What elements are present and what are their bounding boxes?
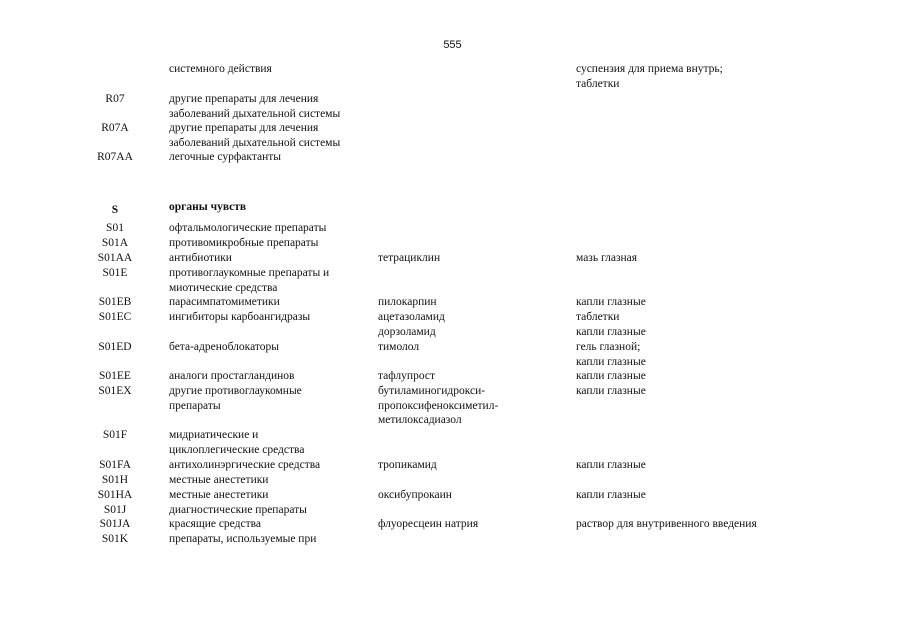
dosage-form-cell — [576, 369, 836, 384]
group-name-line: противомикробные препараты — [169, 237, 319, 249]
dosage-form-cell — [576, 62, 836, 91]
group-name-line: заболеваний дыхательной системы — [169, 107, 341, 120]
group-name-line: красящие средства — [169, 518, 261, 530]
dosage-form-line: капли глазные — [576, 385, 646, 397]
drug-name-line: тимолол — [378, 341, 420, 353]
drug-name-line: бутиламиногидрокси- — [378, 385, 486, 397]
group-name-cell — [169, 295, 369, 310]
group-name-cell — [169, 121, 369, 150]
group-name-line: аналоги простагландинов — [169, 370, 295, 382]
group-name-line: антихолинэргические средства — [169, 459, 321, 471]
group-name-line: органы чувств — [169, 201, 247, 213]
drug-name-line: тропикамид — [378, 459, 437, 471]
group-name-cell — [169, 532, 369, 547]
group-name-cell — [169, 92, 369, 121]
atc-code: S01H — [101, 474, 129, 486]
drug-name-cell — [378, 458, 568, 473]
drug-name-cell — [378, 517, 568, 532]
dosage-form-cell — [576, 517, 836, 532]
dosage-form-cell — [576, 458, 836, 473]
atc-code: S01 — [106, 222, 124, 234]
atc-code: S01J — [103, 504, 127, 516]
group-name-cell — [169, 340, 369, 355]
group-name-line: миотические средства — [169, 281, 278, 294]
dosage-form-line: гель глазной; — [576, 341, 641, 353]
drug-name-cell — [378, 251, 568, 266]
atc-code: S01EX — [98, 385, 132, 397]
group-name-line: системного действия — [169, 63, 272, 75]
dosage-form-cell — [576, 251, 836, 266]
page-number: 555 — [443, 39, 462, 51]
group-name-cell — [169, 62, 369, 77]
group-name-line: другие противоглаукомные — [169, 385, 302, 397]
group-name-cell — [169, 458, 369, 473]
atc-code: S01HA — [97, 489, 133, 501]
group-name-cell — [169, 310, 369, 325]
group-name-cell — [169, 503, 369, 518]
dosage-form-line: капли глазные — [576, 325, 646, 338]
dosage-form-cell — [576, 295, 836, 310]
dosage-form-cell — [576, 384, 836, 399]
group-name-line: офтальмологические препараты — [169, 222, 327, 234]
drug-name-cell — [378, 310, 568, 339]
drug-name-line: дорзоламид — [378, 325, 436, 338]
atc-code: S01A — [101, 237, 129, 249]
atc-code: S01E — [102, 267, 128, 279]
drug-name-line: пропоксифеноксиметил- — [378, 399, 499, 412]
drug-name-line: тафлупрост — [378, 370, 435, 382]
group-name-cell — [169, 517, 369, 532]
group-name-cell — [169, 200, 369, 215]
group-name-line: бета-адреноблокаторы — [169, 341, 279, 353]
drug-name-line: метилоксадиазол — [378, 414, 462, 427]
atc-code: S — [111, 204, 119, 216]
group-name-line: диагностические препараты — [169, 504, 307, 516]
dosage-form-line: капли глазные — [576, 489, 646, 501]
dosage-form-line: капли глазные — [576, 355, 646, 368]
drug-name-cell — [378, 369, 568, 384]
drug-name-line: флуоресцеин натрия — [378, 518, 479, 530]
atc-code: S01AA — [97, 252, 133, 264]
group-name-cell — [169, 150, 369, 165]
group-name-cell — [169, 488, 369, 503]
group-name-line: мидриатические и — [169, 429, 259, 441]
group-name-line: другие препараты для лечения — [169, 122, 319, 134]
group-name-line: препараты — [169, 399, 221, 412]
drug-name-cell — [378, 295, 568, 310]
group-name-cell — [169, 473, 369, 488]
atc-code — [90, 62, 140, 77]
atc-code: S01FA — [99, 459, 131, 471]
dosage-form-line: таблетки — [576, 77, 620, 90]
drug-name-cell — [378, 488, 568, 503]
group-name-line: местные анестетики — [169, 489, 269, 501]
group-name-line: легочные сурфактанты — [169, 151, 281, 163]
drug-name-line: ацетазоламид — [378, 311, 445, 323]
dosage-form-line: капли глазные — [576, 296, 646, 308]
atc-code: R07AA — [97, 151, 133, 163]
dosage-form-cell — [576, 340, 836, 369]
group-name-cell — [169, 221, 369, 236]
group-name-line: антибиотики — [169, 252, 232, 264]
atc-code: R07 — [105, 93, 125, 105]
group-name-line: другие препараты для лечения — [169, 93, 319, 105]
atc-code: S01K — [101, 533, 129, 545]
atc-code: S01EC — [98, 311, 132, 323]
dosage-form-line: капли глазные — [576, 370, 646, 382]
group-name-line: парасимпатомиметики — [169, 296, 280, 308]
dosage-form-line: таблетки — [576, 311, 620, 323]
dosage-form-line: раствор для внутривенного введения — [576, 518, 757, 530]
drug-name-line: оксибупрокаин — [378, 489, 452, 501]
dosage-form-cell — [576, 310, 836, 339]
atc-code: S01EB — [98, 296, 132, 308]
group-name-cell — [169, 236, 369, 251]
atc-code: S01F — [102, 429, 128, 441]
group-name-cell — [169, 369, 369, 384]
drug-name-line: пилокарпин — [378, 296, 437, 308]
dosage-form-line: суспензия для приема внутрь; — [576, 63, 723, 75]
dosage-form-line: капли глазные — [576, 459, 646, 471]
dosage-form-cell — [576, 488, 836, 503]
group-name-cell — [169, 428, 369, 457]
group-name-line: ингибиторы карбоангидразы — [169, 311, 311, 323]
group-name-line: противоглаукомные препараты и — [169, 267, 330, 279]
group-name-line: заболеваний дыхательной системы — [169, 136, 341, 149]
atc-code: S01EE — [99, 370, 131, 382]
dosage-form-line: мазь глазная — [576, 252, 638, 264]
group-name-line: циклоплегические средства — [169, 443, 305, 456]
atc-code: S01JA — [99, 518, 131, 530]
drug-name-cell — [378, 384, 568, 428]
group-name-cell — [169, 266, 369, 295]
drug-name-cell — [378, 340, 568, 355]
atc-code: S01ED — [98, 341, 132, 353]
group-name-cell — [169, 251, 369, 266]
drug-name-line: тетрациклин — [378, 252, 441, 264]
group-name-line: препараты, используемые при — [169, 533, 317, 545]
group-name-cell — [169, 384, 369, 413]
group-name-line: местные анестетики — [169, 474, 269, 486]
atc-code: R07A — [101, 122, 129, 134]
